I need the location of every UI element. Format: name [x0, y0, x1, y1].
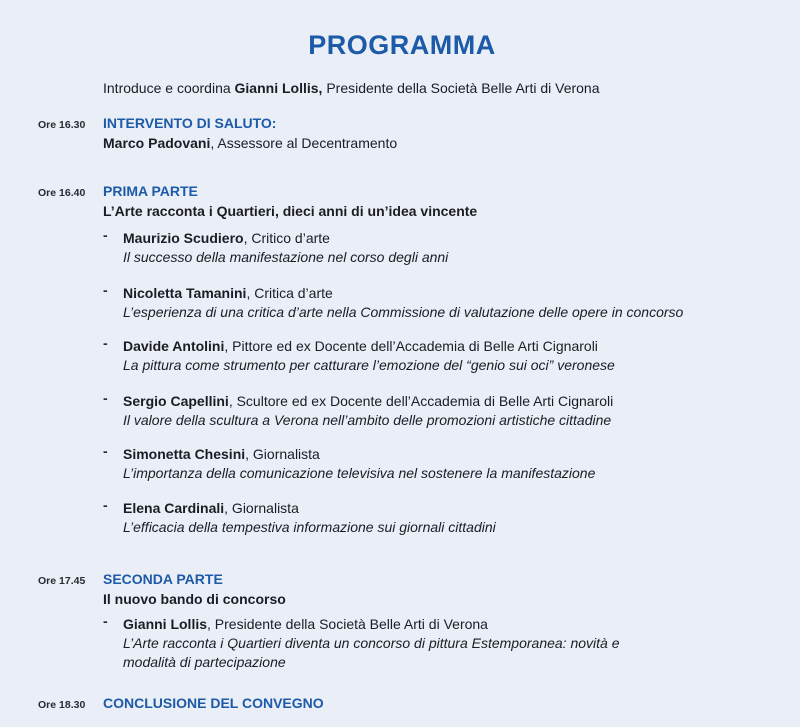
speaker-name: Marco Padovani	[103, 135, 211, 151]
speaker-topic: L’Arte racconta i Quartieri diventa un concorso di pittura Estemporanea: novità e	[123, 635, 620, 651]
title-text: PROGRAMMA	[308, 30, 496, 60]
intro-prefix: Introduce e coordina	[103, 80, 235, 96]
time-1630: Ore 16.30	[38, 119, 86, 131]
speaker-role: , Assessore al Decentramento	[210, 135, 398, 151]
speaker-topic: Il valore della scultura a Verona nell’ambito delle promozioni artistiche cittadine	[123, 412, 612, 428]
seconda-parte-subtitle: Il nuovo bando di concorso	[103, 591, 286, 607]
speaker-name: Nicoletta Tamanini	[123, 285, 247, 301]
dash-bullet: -	[103, 390, 108, 406]
prima-parte-subtitle: L’Arte racconta i Quartieri, dieci anni di un’idea vincente	[103, 203, 478, 219]
heading-saluto: INTERVENTO DI SALUTO:	[103, 115, 277, 131]
intro-line	[103, 80, 600, 96]
speaker-name: Gianni Lollis	[123, 616, 208, 632]
intro-role: Presidente della Società Belle Arti di Verona	[322, 80, 600, 96]
speaker-role: , Scultore ed ex Docente dell’Accademia di Belle Arti Cignaroli	[228, 393, 614, 409]
speaker-role: , Giornalista	[224, 500, 299, 516]
saluto-speaker	[103, 135, 397, 151]
speaker-name: Davide Antolini	[123, 338, 225, 354]
speaker-name: Maurizio Scudiero	[123, 230, 244, 246]
time-1745: Ore 17.45	[38, 575, 86, 587]
dash-bullet: -	[103, 227, 108, 243]
time-1640: Ore 16.40	[38, 187, 86, 199]
speaker-role: , Critica d’arte	[246, 285, 333, 301]
speaker-topic: L’esperienza di una critica d’arte nella Commissione di valutazione delle opere in concorso	[123, 304, 684, 320]
dash-bullet: -	[103, 443, 108, 459]
heading-prima-parte: PRIMA PARTE	[103, 183, 198, 199]
speaker-item	[103, 499, 793, 537]
heading-conclusione: CONCLUSIONE DEL CONVEGNO	[103, 695, 324, 711]
page-title	[0, 30, 800, 61]
speaker-topic: L’importanza della comunicazione televisiva nel sostenere la manifestazione	[123, 465, 596, 481]
speaker-item	[103, 615, 793, 672]
speaker-role: , Presidente della Società Belle Arti di Verona	[207, 616, 488, 632]
speaker-name: Simonetta Chesini	[123, 446, 246, 462]
heading-seconda-parte: SECONDA PARTE	[103, 571, 223, 587]
speaker-item	[103, 392, 793, 430]
dash-bullet: -	[103, 282, 108, 298]
dash-bullet: -	[103, 497, 108, 513]
speaker-name: Sergio Capellini	[123, 393, 229, 409]
speaker-topic: La pittura come strumento per catturare l’emozione del “genio sui oci” veronese	[123, 357, 615, 373]
speaker-name: Elena Cardinali	[123, 500, 225, 516]
dash-bullet: -	[103, 335, 108, 351]
dash-bullet: -	[103, 613, 108, 629]
speaker-item	[103, 445, 793, 483]
speaker-topic: L’efficacia della tempestiva informazione sui giornali cittadini	[123, 519, 496, 535]
speaker-topic-continued: modalità di partecipazione	[123, 654, 286, 670]
speaker-item	[103, 284, 793, 322]
time-1830: Ore 18.30	[38, 699, 86, 711]
speaker-role: , Giornalista	[245, 446, 320, 462]
speaker-item	[103, 337, 793, 375]
speaker-role: , Critico d’arte	[243, 230, 330, 246]
speaker-role: , Pittore ed ex Docente dell’Accademia di Belle Arti Cignaroli	[224, 338, 598, 354]
intro-name: Gianni Lollis,	[234, 80, 323, 96]
speaker-item	[103, 229, 793, 267]
speaker-topic: Il successo della manifestazione nel corso degli anni	[123, 249, 449, 265]
